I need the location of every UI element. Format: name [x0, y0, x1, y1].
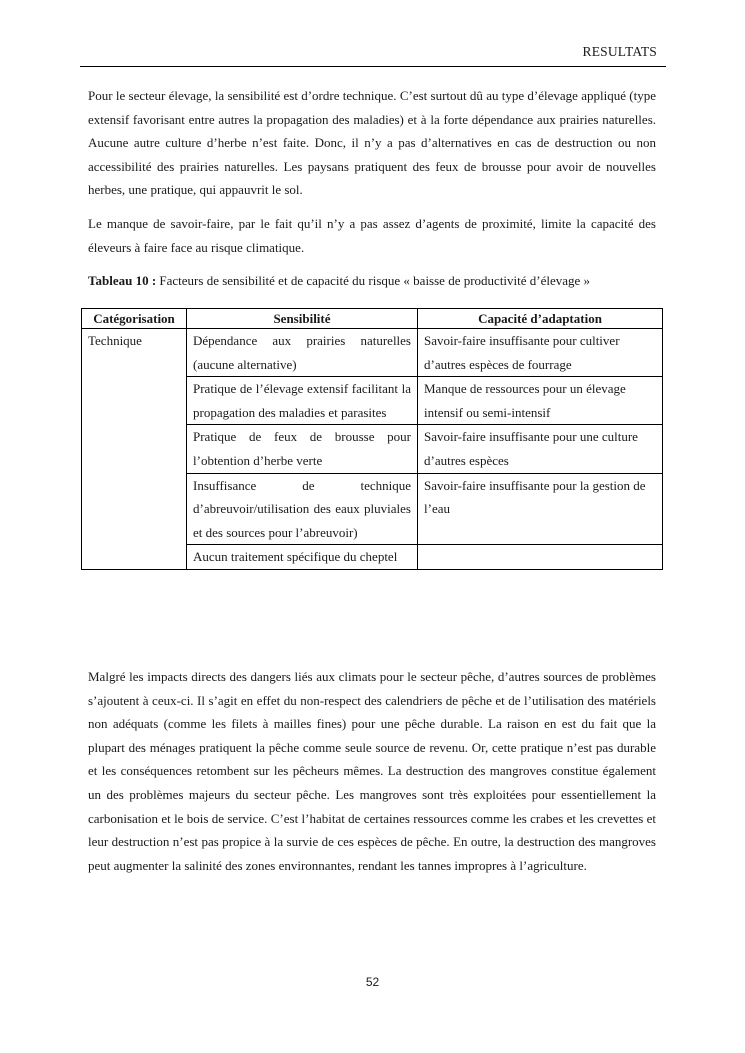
category-cell: Technique	[82, 329, 187, 570]
sensibilite-cell: Insuffisance de technique d’abreuvoir/utilisation des eaux pluviales et des sources pour l’abreuvoir)	[187, 473, 418, 545]
sensibilite-cell: Dépendance aux prairies naturelles (aucune alternative)	[187, 329, 418, 377]
page-number: 52	[365, 975, 380, 989]
paragraph-elevage-sensibilite: Pour le secteur élevage, la sensibilité est d’ordre technique. C’est surtout dû au type d’élevage appliqué (type extensif favorisant entre autres la propagation des maladies) et à la forte dépendance aux prairies naturelles. Aucune autre culture d’herbe n’est faite. Donc, il n’y a pas d’alternatives en cas de destruction ou non accessibilité des prairies naturelles. Les paysans pratiquent des feux de brousse pour avoir de nouvelles herbes, une pratique, qui appauvrit le sol.	[88, 88, 656, 198]
header-divider	[80, 66, 666, 67]
running-header: RESULTATS	[582, 44, 657, 59]
sensibilite-cell: Pratique de l’élevage extensif facilitant la propagation des maladies et parasites	[187, 377, 418, 425]
capacite-cell: Savoir-faire insuffisante pour cultiver d’autres espèces de fourrage	[418, 329, 663, 377]
header-sensibilite: Sensibilité	[187, 309, 418, 329]
table-caption-label: Tableau 10 :	[88, 273, 157, 289]
sensibilite-cell: Aucun traitement spécifique du cheptel	[187, 545, 418, 570]
capacite-cell: Savoir-faire insuffisante pour une culture d’autres espèces	[418, 425, 663, 473]
paragraph-secteur-peche: Malgré les impacts directs des dangers liés aux climats pour le secteur pêche, d’autres sources de problèmes s’ajoutent à ceux-ci. Il s’agit en effet du non-respect des calendriers de pêche et de l’utilisation des matériels non adéquats (comme les filets à mailles fines) pour une pêche durable. La raison en est du fait que la plupart des ménages pratiquent la pêche comme seule source de revenu. Or, cette pratique n’est pas durable et les conséquences retombent sur les pêcheurs mêmes. La destruction des mangroves constitue également un des problèmes majeurs du secteur pêche. Les mangroves sont très exploitées pour essentiellement la carbonisation et le bois de service. C’est l’habitat de certaines ressources comme les crabes et les crevettes et leur destruction n’est pas propice à la survie de ces espèces de pêche. En outre, la destruction des mangroves peut augmenter la salinité des zones environnantes, rendant les tannes impropres à l’agriculture.	[88, 669, 656, 873]
capacite-cell: Manque de ressources pour un élevage intensif ou semi-intensif	[418, 377, 663, 425]
table-row	[82, 329, 663, 377]
table-caption-text: Facteurs de sensibilité et de capacité du risque « baisse de productivité d’élevage »	[156, 273, 591, 289]
paragraph-savoir-faire: Le manque de savoir-faire, par le fait qu’il n’y a pas assez d’agents de proximité, limite la capacité des éleveurs à faire face au risque climatique.	[88, 215, 656, 255]
header-categorisation: Catégorisation	[82, 309, 187, 329]
sensibilite-cell: Pratique de feux de brousse pour l’obtention d’herbe verte	[187, 425, 418, 473]
capacite-cell	[418, 545, 663, 570]
risk-factors-table	[81, 308, 663, 570]
header-capacite: Capacité d’adaptation	[418, 309, 663, 329]
table-caption	[88, 269, 656, 293]
body-text	[88, 84, 656, 299]
table-header-row	[82, 309, 663, 329]
capacite-cell: Savoir-faire insuffisante pour la gestion de l’eau	[418, 473, 663, 545]
